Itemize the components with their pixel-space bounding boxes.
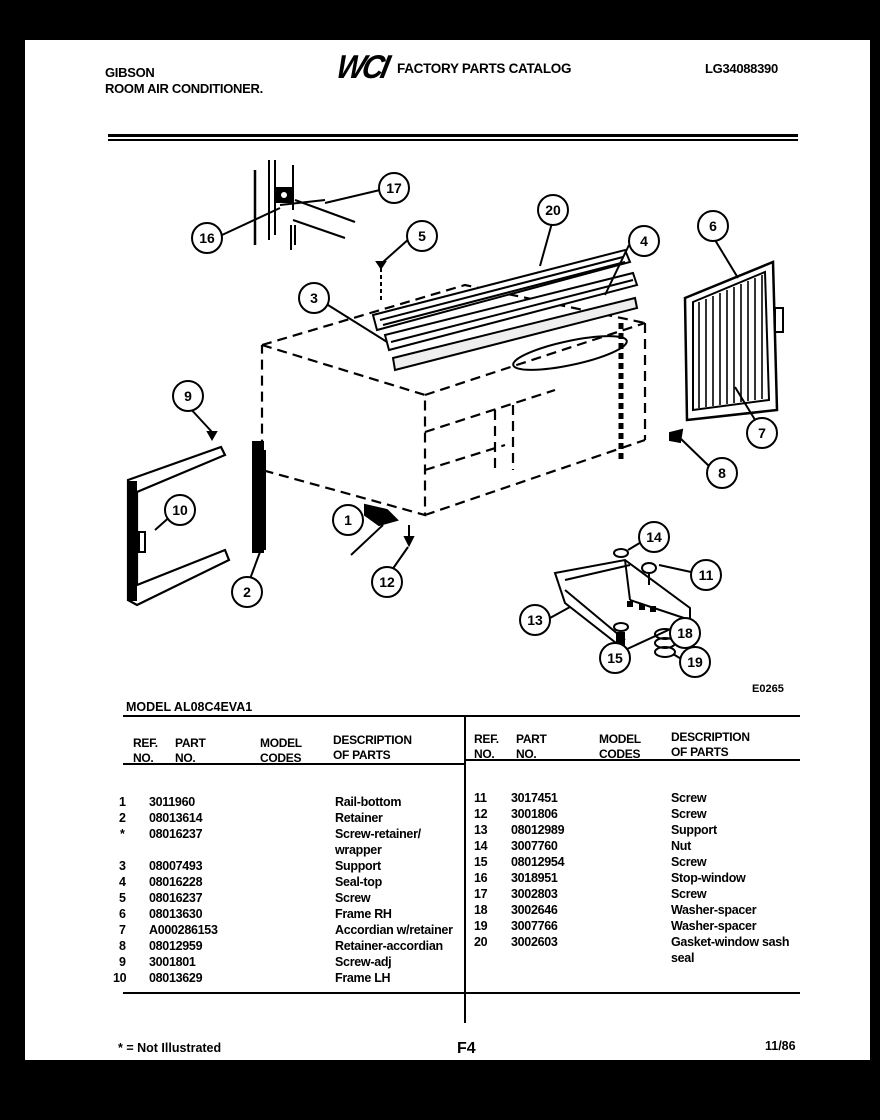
callout-13[interactable]: 13: [519, 604, 551, 636]
col-model-codes: MODEL CODES: [260, 736, 302, 765]
callout-2[interactable]: 2: [231, 576, 263, 608]
col-description: DESCRIPTION OF PARTS: [333, 733, 412, 762]
callout-1[interactable]: 1: [332, 504, 364, 536]
product-name: ROOM AIR CONDITIONER.: [105, 81, 263, 96]
brand-name: GIBSON: [105, 65, 155, 80]
table-bottom-rule: [123, 992, 800, 994]
col-description-right: DESCRIPTION OF PARTS: [671, 730, 750, 759]
callout-14[interactable]: 14: [638, 521, 670, 553]
callout-5[interactable]: 5: [406, 220, 438, 252]
col-ref-right: REF. NO.: [474, 732, 499, 761]
callout-17[interactable]: 17: [378, 172, 410, 204]
col-part-right: PART NO.: [516, 732, 547, 761]
diagram-code: E0265: [752, 683, 784, 695]
table-top-rule: [123, 715, 800, 717]
page-number: F4: [457, 1040, 476, 1057]
catalog-title: FACTORY PARTS CATALOG: [397, 61, 572, 76]
not-illustrated-note: * = Not Illustrated: [118, 1041, 222, 1055]
callout-15[interactable]: 15: [599, 642, 631, 674]
exploded-view-diagram: [25, 40, 870, 700]
callout-4[interactable]: 4: [628, 225, 660, 257]
callout-20[interactable]: 20: [537, 194, 569, 226]
col-part: PART NO.: [175, 736, 206, 765]
catalog-date: 11/86: [765, 1039, 796, 1053]
callout-6[interactable]: 6: [697, 210, 729, 242]
callout-19[interactable]: 19: [679, 646, 711, 678]
callout-12[interactable]: 12: [371, 566, 403, 598]
callout-16[interactable]: 16: [191, 222, 223, 254]
callout-18[interactable]: 18: [669, 617, 701, 649]
wci-logo: WCI: [333, 49, 391, 86]
callout-7[interactable]: 7: [746, 417, 778, 449]
col-ref: REF. NO.: [133, 736, 158, 765]
callout-9[interactable]: 9: [172, 380, 204, 412]
catalog-page: GIBSON ROOM AIR CONDITIONER. WCI FACTORY PARTS CATALOG LG34088390 1 2 3 4 5 6 7 8 9 10 11 12 13 14 15 16 17 18 19 20 E0265 MODEL AL08C4EVA1 REF. NO. PART NO. MODEL CODES DESCRIPTION OF PARTS REF. NO. PART NO. MODEL CODES DESCRIPTION OF PARTS 1 3011960 Rail-bottom 2 08013614 Retainer * 08016237 Screw-retainer/ wrapper 3 08007493 Support 4 08016228 Seal-top 5 08016237 Screw 6 08013630 Frame RH 7 A000286153 Accordian w/retainer 8 08012959 Retainer-accordian 9 3001801 Screw-adj 10 08013629 Frame LH 11 3017451 Screw 12 3001806 Screw 13 08012989 Support 14 3007760 Nut 15 08012954 Screw 16 3018951 Stop-window 17 3002803 Screw 18 3002646 Washer-spacer 19 3007766 Washer-spacer 20 3002603 Gasket-window sash seal * = Not Illustrated F4 11/86: [25, 40, 870, 1060]
col-model-codes-right: MODEL CODES: [599, 732, 641, 761]
model-label: MODEL AL08C4EVA1: [126, 700, 253, 714]
callout-8[interactable]: 8: [706, 457, 738, 489]
callout-10[interactable]: 10: [164, 494, 196, 526]
callout-11[interactable]: 11: [690, 559, 722, 591]
catalog-number: LG34088390: [705, 61, 778, 76]
callout-3[interactable]: 3: [298, 282, 330, 314]
